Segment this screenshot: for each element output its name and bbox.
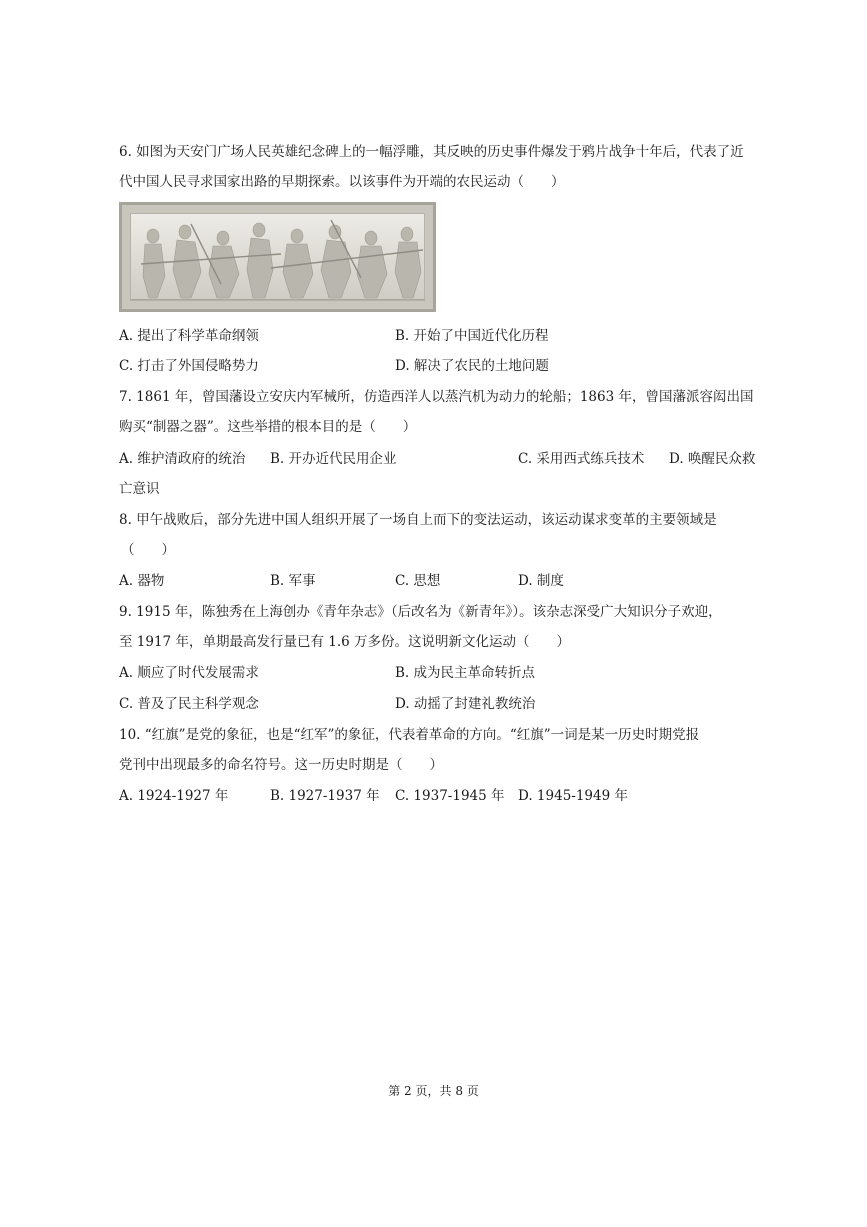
q7-stem-line2: 购买“制器之器”。这些举措的根本目的是（ ） [119,419,417,435]
q7-stem-line1: 7. 1861 年，曾国藩设立安庆内军械所，仿造西洋人以蒸汽机为动力的轮船；1863 年，曾国藩派容闳出国 [119,389,754,405]
relief-sculpture-image [119,202,436,312]
q7-option-c: C. 采用西式练兵技术 [518,451,645,467]
q10-stem-line1: 10. “红旗”是党的象征，也是“红军”的象征，代表着革命的方向。“红旗”一词是某一历史时期党报 [119,727,700,743]
q10-option-b: B. 1927-1937 年 [270,788,380,804]
q6-option-c: C. 打击了外国侵略势力 [119,358,259,374]
q8-option-c: C. 思想 [395,573,441,589]
q10-option-d: D. 1945-1949 年 [518,788,628,804]
q8-stem-line1: 8. 甲午战败后，部分先进中国人组织开展了一场自上而下的变法运动，该运动谋求变革的主要领域是 [119,512,717,528]
q6-stem-line1: 6. 如图为天安门广场人民英雄纪念碑上的一幅浮雕，其反映的历史事件爆发于鸦片战争十年后，代表了近 [119,144,744,160]
q10-option-a: A. 1924-1927 年 [119,788,229,804]
q7-option-d: D. 唤醒民众救 [669,451,756,467]
q6-option-d: D. 解决了农民的土地问题 [395,358,549,374]
q8-option-b: B. 军事 [270,573,316,589]
q10-stem-line2: 党刊中出现最多的命名符号。这一历史时期是（ ） [119,757,443,773]
q9-option-b: B. 成为民主革命转折点 [395,665,536,681]
page-number: 第 2 页，共 8 页 [388,1084,479,1098]
q9-stem-line2: 至 1917 年，单期最高发行量已有 1.6 万多份。这说明新文化运动（ ） [119,634,570,650]
q7-option-d-wrap: 亡意识 [119,481,160,497]
relief-figures-icon [131,214,425,301]
q8-stem-line2: （ ） [121,542,175,558]
q7-option-a: A. 维护清政府的统治 [119,451,246,467]
q8-option-d: D. 制度 [518,573,564,589]
q8-option-a: A. 器物 [119,573,165,589]
q9-option-c: C. 普及了民主科学观念 [119,696,259,712]
q10-option-c: C. 1937-1945 年 [395,788,505,804]
q9-option-a: A. 顺应了时代发展需求 [119,665,259,681]
q6-option-a: A. 提出了科学革命纲领 [119,328,259,344]
q6-stem-line2: 代中国人民寻求国家出路的早期探索。以该事件为开端的农民运动（ ） [119,174,565,190]
q6-option-b: B. 开始了中国近代化历程 [395,328,549,344]
q9-option-d: D. 动摇了封建礼教统治 [395,696,536,712]
q9-stem-line1: 9. 1915 年，陈独秀在上海创办《青年杂志》（后改名为《新青年》）。该杂志深受广大知识分子欢迎， [119,604,722,620]
q7-option-b: B. 开办近代民用企业 [270,451,397,467]
